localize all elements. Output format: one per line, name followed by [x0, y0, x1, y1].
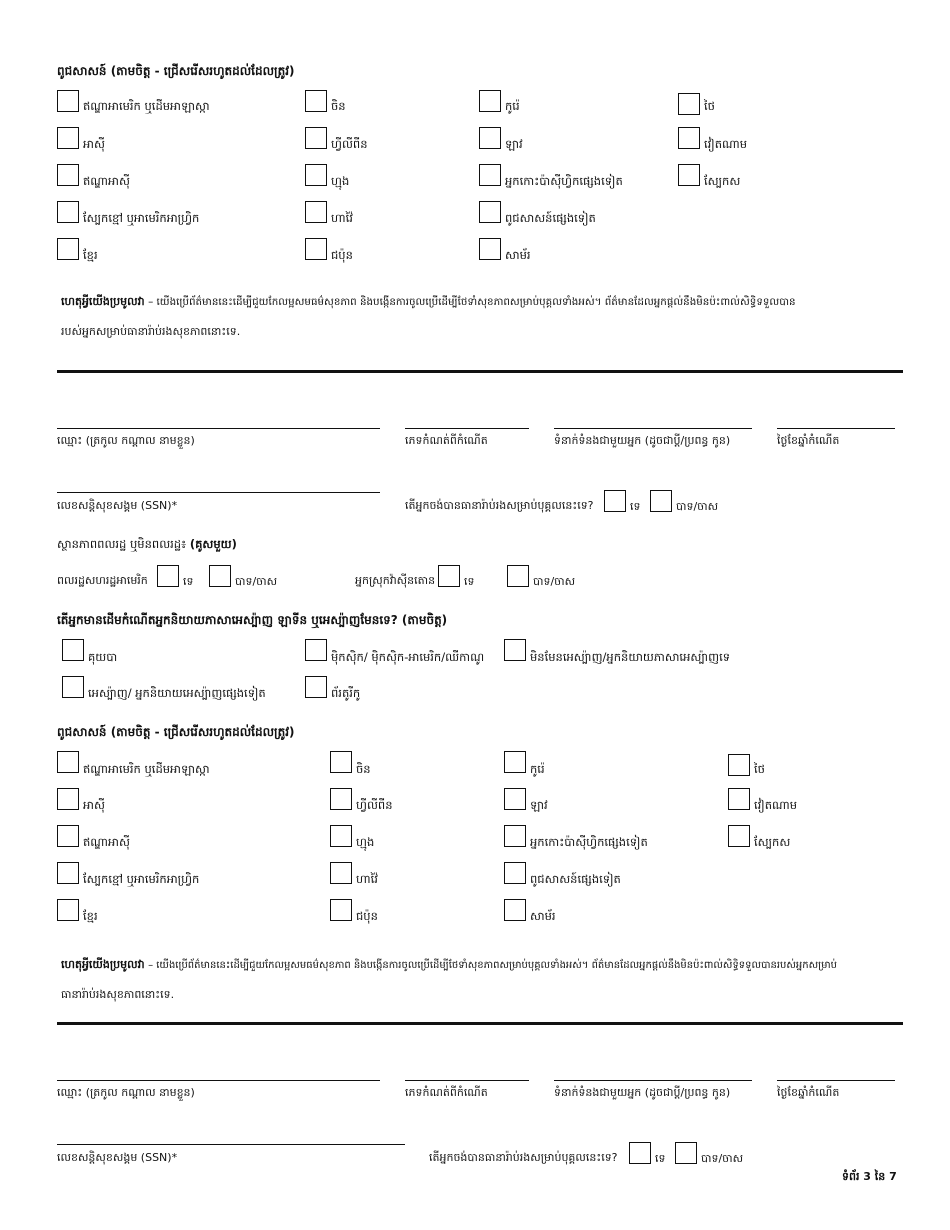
race-option: វៀតណាម — [704, 137, 748, 151]
race-checkbox[interactable] — [330, 751, 352, 773]
race-option: ស្បែកស — [704, 174, 741, 188]
us-citizen-label: ពលរដ្ឋសហរដ្ឋអាមេរិក — [57, 574, 148, 587]
race-option: ជប៉ុន — [331, 248, 353, 262]
race-option: ហ្វីលីពីន — [356, 798, 393, 812]
race-checkbox[interactable] — [57, 127, 79, 149]
race-heading-1: ពូជសាសន៍ (តាមចិត្ត - ជ្រើសរើសរហូតដល់់ដែលត្រូវ) — [57, 64, 295, 78]
name-field-line[interactable] — [57, 428, 380, 429]
ethnicity-checkbox[interactable] — [504, 639, 526, 661]
ethnicity-option: ម៉ិកស៊ិក/ ម៉ិកស៊ិក-អាមេរិក/ឈីកាណូ — [331, 650, 485, 664]
no-label: ទេ — [464, 575, 475, 588]
ssn-field-label: លេខសន្តិសុខសង្គម (SSN)* — [57, 1151, 178, 1164]
race-checkbox[interactable] — [57, 238, 79, 260]
dob-field-line[interactable] — [777, 1080, 895, 1081]
race-checkbox[interactable] — [57, 825, 79, 847]
want-insurance-yes-checkbox[interactable] — [675, 1142, 697, 1164]
section-divider — [57, 370, 903, 373]
page-number: ទំព័រ 3 នៃ 7 — [842, 1170, 897, 1183]
yes-label: បាទ/ចាស — [235, 575, 278, 588]
race-checkbox[interactable] — [479, 164, 501, 186]
race-checkbox[interactable] — [305, 238, 327, 260]
race-checkbox[interactable] — [504, 862, 526, 884]
choose-one-text: (គូសមួយ) — [189, 537, 237, 551]
race-checkbox[interactable] — [479, 90, 501, 112]
why-collect-line2: របស់អ្នកសម្រាប់ធានារ៉ាប់រងសុខភាពនោះទេ. — [61, 325, 241, 338]
race-option: ស្បែកស — [754, 835, 791, 849]
race-option: ឡាវ — [505, 137, 523, 151]
race-option: កូរ៉េ — [505, 99, 520, 113]
relation-field-label: ទំនាក់ទំនងជាមួយអ្នក (ដូចជាប្តី/ប្រពន្ធ កូន) — [554, 1086, 731, 1099]
want-insurance-no-checkbox[interactable] — [604, 490, 626, 512]
why-collect-label: ហេតុអ្វីយើងប្រមូលវា — [61, 295, 145, 308]
race-option: ចិន — [356, 762, 371, 776]
race-checkbox[interactable] — [305, 201, 327, 223]
citizenship-status-text: ស្ថានភាពពលរដ្ឋ ឬមិនពលរដ្ឋ៖ — [57, 537, 187, 551]
race-checkbox[interactable] — [330, 788, 352, 810]
why-collect-paragraph — [61, 287, 901, 346]
want-insurance-question: តើអ្នកចង់បានធានារ៉ាប់រងសម្រាប់បុគ្គលនេះទេ? — [429, 1151, 618, 1164]
race-option: វៀតណាម — [754, 798, 798, 812]
yes-label: បាទ/ចាស — [533, 575, 576, 588]
race-checkbox[interactable] — [504, 751, 526, 773]
race-checkbox[interactable] — [305, 164, 327, 186]
race-checkbox[interactable] — [330, 825, 352, 847]
race-option: អាស៊ី — [83, 137, 105, 151]
race-checkbox[interactable] — [305, 127, 327, 149]
why-collect-label: ហេតុអ្វីយើងប្រមូលវា — [61, 958, 145, 971]
relation-field-label: ទំនាក់ទំនងជាមួយអ្នក (ដូចជាប្តី/ប្រពន្ធ កូន) — [554, 434, 731, 447]
why-collect-line1: – យើងប្រើព័ត៌មាននេះដើម្បីជួយកែលម្អសមធម៌សុខភាព និងបង្កើនការចូលប្រើដើម្បីថែទាំសុខភាពសម្រាប់បុគ្គលទាំងអស់។ ព័ត៌មានដែលអ្នកផ្តល់នឹងមិនប៉ះពាល់សិទ្ធិទទួលបាន — [148, 296, 796, 308]
ethnicity-option: មិនមែនអេស្ប៉ាញ/អ្នកនិយាយភាសាអេស្ប៉ាញទេ — [530, 650, 731, 664]
race-option: ហ្មុង — [331, 174, 350, 188]
race-option: ពូជសាសន៍ផ្សេងទៀត — [530, 872, 621, 886]
race-option: ឥណ្ឌាអាមេរិក ឬដើមអាឡាស្កា — [83, 762, 210, 776]
race-option: ថៃ — [704, 99, 715, 113]
race-checkbox[interactable] — [330, 862, 352, 884]
race-option: ថៃ — [754, 762, 765, 776]
race-option: កូរ៉េ — [530, 762, 545, 776]
race-option: អ្នកកោះប៉ាស៊ីហ្វិកផ្សេងទៀត — [530, 835, 648, 849]
no-label: ទេ — [183, 575, 194, 588]
ethnicity-checkbox[interactable] — [305, 676, 327, 698]
race-option: ហ្មុង — [356, 835, 375, 849]
dob-field-label: ថ្ងៃខែឆ្នាំកំណើត — [777, 1086, 840, 1099]
ssn-field-label: លេខសន្តិសុខសង្គម (SSN)* — [57, 499, 178, 512]
race-checkbox[interactable] — [57, 164, 79, 186]
yes-label: បាទ/ចាស — [676, 500, 719, 513]
race-option: ជប៉ុន — [356, 909, 378, 923]
race-heading-2: ពូជសាសន៍ (តាមចិត្ត - ជ្រើសរើសរហូតដល់់ដែលត្រូវ) — [57, 725, 295, 739]
why-collect-line2: ធានារ៉ាប់រងសុខភាពនោះទេ. — [61, 988, 175, 1001]
race-checkbox[interactable] — [57, 751, 79, 773]
race-option: ហាវ៉ៃ — [331, 211, 353, 225]
race-checkbox[interactable] — [479, 127, 501, 149]
race-option: ខ្មែរ — [83, 248, 98, 262]
sex-field-label: ភេទកំណត់ពីកំណើត — [405, 434, 488, 447]
no-label: ទេ — [630, 500, 641, 513]
race-checkbox[interactable] — [504, 825, 526, 847]
yes-label: បាទ/ចាស — [701, 1152, 744, 1165]
name-field-label: ឈ្មោះ (ត្រកូល កណ្តាល នាមខ្លួន) — [57, 434, 195, 447]
us-citizen-yes-checkbox[interactable] — [209, 565, 231, 587]
ethnicity-option: អេស្ប៉ាញ/ អ្នកនិយាយអេស្ប៉ាញផ្សេងទៀត — [88, 686, 266, 700]
ethnicity-checkbox[interactable] — [62, 676, 84, 698]
immigrant-yes-checkbox[interactable] — [507, 565, 529, 587]
race-checkbox[interactable] — [504, 899, 526, 921]
race-option: ពូជសាសន៍ផ្សេងទៀត — [505, 211, 596, 225]
race-checkbox[interactable] — [678, 93, 700, 115]
race-option: អាស៊ី — [83, 798, 105, 812]
ethnicity-checkbox[interactable] — [62, 639, 84, 661]
race-option: អ្នកកោះប៉ាស៊ីហ្វិកផ្សេងទៀត — [505, 174, 623, 188]
race-option: ឥណ្ឌាអាមេរិក ឬដើមអាឡាស្កា — [83, 99, 210, 113]
race-checkbox[interactable] — [305, 90, 327, 112]
race-checkbox[interactable] — [728, 788, 750, 810]
race-checkbox[interactable] — [479, 201, 501, 223]
citizenship-status-label — [57, 537, 237, 554]
race-checkbox[interactable] — [678, 127, 700, 149]
race-option: ហាវ៉ៃ — [356, 872, 378, 886]
ethnicity-option: គុយបា — [88, 650, 118, 664]
sex-field-line[interactable] — [405, 1080, 529, 1081]
no-label: ទេ — [655, 1152, 666, 1165]
section-divider — [57, 1022, 903, 1025]
want-insurance-yes-checkbox[interactable] — [650, 490, 672, 512]
race-checkbox[interactable] — [504, 788, 526, 810]
race-option: ស្បែកខ្មៅ ឬអាមេរិកអាហ្វ្រិក — [83, 872, 200, 886]
race-checkbox[interactable] — [330, 899, 352, 921]
race-checkbox[interactable] — [57, 788, 79, 810]
us-citizen-no-checkbox[interactable] — [157, 565, 179, 587]
ssn-field-line[interactable] — [57, 492, 380, 493]
race-checkbox[interactable] — [57, 90, 79, 112]
want-insurance-no-checkbox[interactable] — [629, 1142, 651, 1164]
relation-field-line[interactable] — [554, 428, 752, 429]
race-option: ចិន — [331, 99, 346, 113]
race-checkbox[interactable] — [57, 862, 79, 884]
ssn-field-line[interactable] — [57, 1144, 405, 1145]
dob-field-label: ថ្ងៃខែឆ្នាំកំណើត — [777, 434, 840, 447]
ethnicity-option: ព័រតូរីកូ — [331, 686, 361, 700]
race-option: ឥណ្ឌាអាស៊ី — [83, 174, 130, 188]
immigrant-label: អ្នកស្រុកវ៉ាស៊ីនតោន — [355, 574, 436, 587]
race-option: ខ្មែរ — [83, 909, 98, 923]
race-checkbox[interactable] — [57, 899, 79, 921]
hispanic-question: តើអ្នកមានដើមកំណើតអ្នកនិយាយភាសាអេស្ប៉ាញ ឡាទីន ឬអេស្ប៉ាញមែនទេ? (តាមចិត្ត) — [57, 613, 448, 627]
race-checkbox[interactable] — [479, 238, 501, 260]
ethnicity-checkbox[interactable] — [305, 639, 327, 661]
race-checkbox[interactable] — [678, 164, 700, 186]
relation-field-line[interactable] — [554, 1080, 752, 1081]
want-insurance-question: តើអ្នកចង់បានធានារ៉ាប់រងសម្រាប់បុគ្គលនេះទេ? — [405, 499, 594, 512]
race-option: ស្បែកខ្មៅ ឬអាមេរិកអាហ្វ្រិក — [83, 211, 200, 225]
name-field-line[interactable] — [57, 1080, 380, 1081]
sex-field-line[interactable] — [405, 428, 529, 429]
sex-field-label: ភេទកំណត់ពីកំណើត — [405, 1086, 488, 1099]
race-checkbox[interactable] — [57, 201, 79, 223]
race-checkbox[interactable] — [728, 825, 750, 847]
immigrant-no-checkbox[interactable] — [438, 565, 460, 587]
why-collect-paragraph — [61, 950, 901, 1009]
dob-field-line[interactable] — [777, 428, 895, 429]
race-option: សាម័រ — [505, 248, 531, 262]
name-field-label: ឈ្មោះ (ត្រកូល កណ្តាល នាមខ្លួន) — [57, 1086, 195, 1099]
race-option: ហ្វីលីពីន — [331, 137, 368, 151]
race-option: ឡាវ — [530, 798, 548, 812]
why-collect-line1: – យើងប្រើព័ត៌មាននេះដើម្បីជួយកែលម្អសមធម៌សុខភាព និងបង្កើនការចូលប្រើដើម្បីថែទាំសុខភាពសម្រាប់បុគ្គលទាំងអស់។ ព័ត៌មានដែលអ្នកផ្តល់នឹងមិនប៉ះពាល់សិទ្ធិទទួលបានរបស់អ្នកសម្រាប់ — [148, 960, 837, 971]
race-checkbox[interactable] — [728, 754, 750, 776]
race-option: សាម័រ — [530, 909, 556, 923]
race-option: ឥណ្ឌាអាស៊ី — [83, 835, 130, 849]
